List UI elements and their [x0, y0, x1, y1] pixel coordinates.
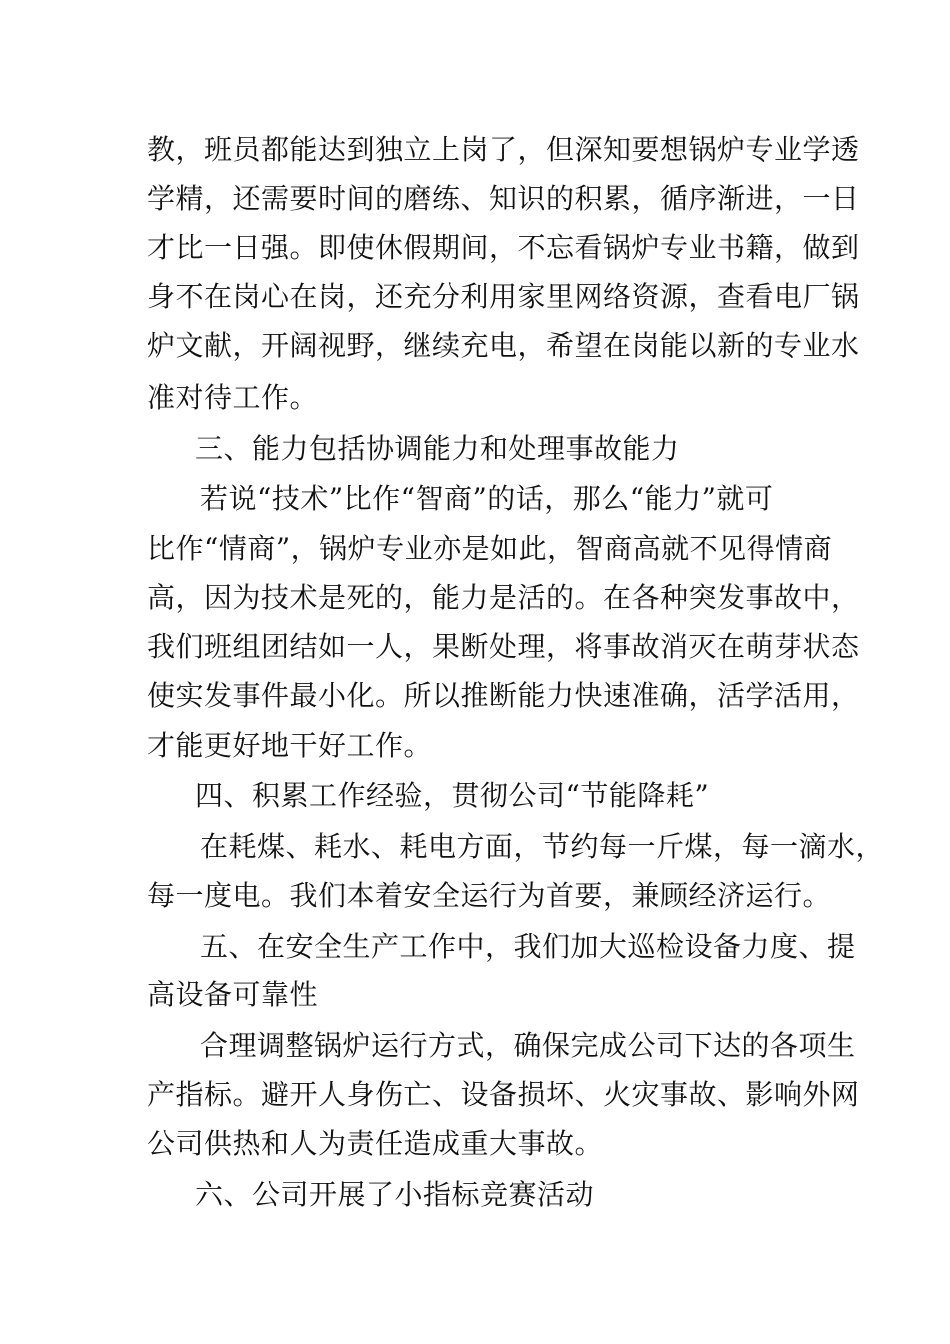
- text-line-19: 合理调整锅炉运行方式，确保完成公司下达的各项生: [200, 1029, 856, 1062]
- text-line-13: 才能更好地干好工作。: [147, 729, 433, 762]
- text-line-15: 在耗煤、耗水、耗电方面，节约每一斤煤，每一滴水，: [200, 830, 885, 863]
- text-line-21: 公司供热和人为责任造成重大事故。: [147, 1127, 604, 1160]
- text-line-6: 准对待工作。: [147, 381, 319, 414]
- text-line-11: 我们班组团结如一人，果断处理，将事故消灭在萌芽状态: [147, 630, 860, 663]
- text-line-18: 高设备可靠性: [147, 978, 319, 1011]
- text-line-2: 学精，还需要时间的磨练、知识的积累，循序渐进，一日: [147, 182, 860, 215]
- section-heading-4: 四、积累工作经验，贯彻公司“节能降耗”: [195, 779, 710, 812]
- text-line-4: 身不在岗心在岗，还充分利用家里网络资源，查看电厂锅: [147, 280, 860, 313]
- text-line-5: 炉文献，开阔视野，继续充电，希望在岗能以新的专业水: [147, 329, 860, 362]
- text-line-16: 每一度电。我们本着安全运行为首要，兼顾经济运行。: [147, 879, 832, 912]
- text-line-20: 产指标。避开人身伤亡、设备损坏、火灾事故、影响外网: [147, 1078, 860, 1111]
- section-heading-3: 三、能力包括协调能力和处理事故能力: [195, 432, 680, 465]
- text-line-8: 若说“技术”比作“智商”的话，那么“能力”就可: [200, 482, 774, 515]
- text-line-10: 高，因为技术是死的，能力是活的。在各种突发事故中，: [147, 581, 860, 614]
- text-line-3: 才比一日强。即使休假期间，不忘看锅炉专业书籍，做到: [147, 231, 860, 264]
- text-line-9: 比作“情商”，锅炉专业亦是如此，智商高就不见得情商: [147, 532, 833, 565]
- section-heading-6: 六、公司开展了小指标竞赛活动: [195, 1178, 595, 1211]
- text-line-1: 教，班员都能达到独立上岗了，但深知要想锅炉专业学透: [147, 133, 860, 166]
- section-heading-5: 五、在安全生产工作中，我们加大巡检设备力度、提: [200, 930, 856, 963]
- text-line-12: 使实发事件最小化。所以推断能力快速准确，活学活用，: [147, 679, 860, 712]
